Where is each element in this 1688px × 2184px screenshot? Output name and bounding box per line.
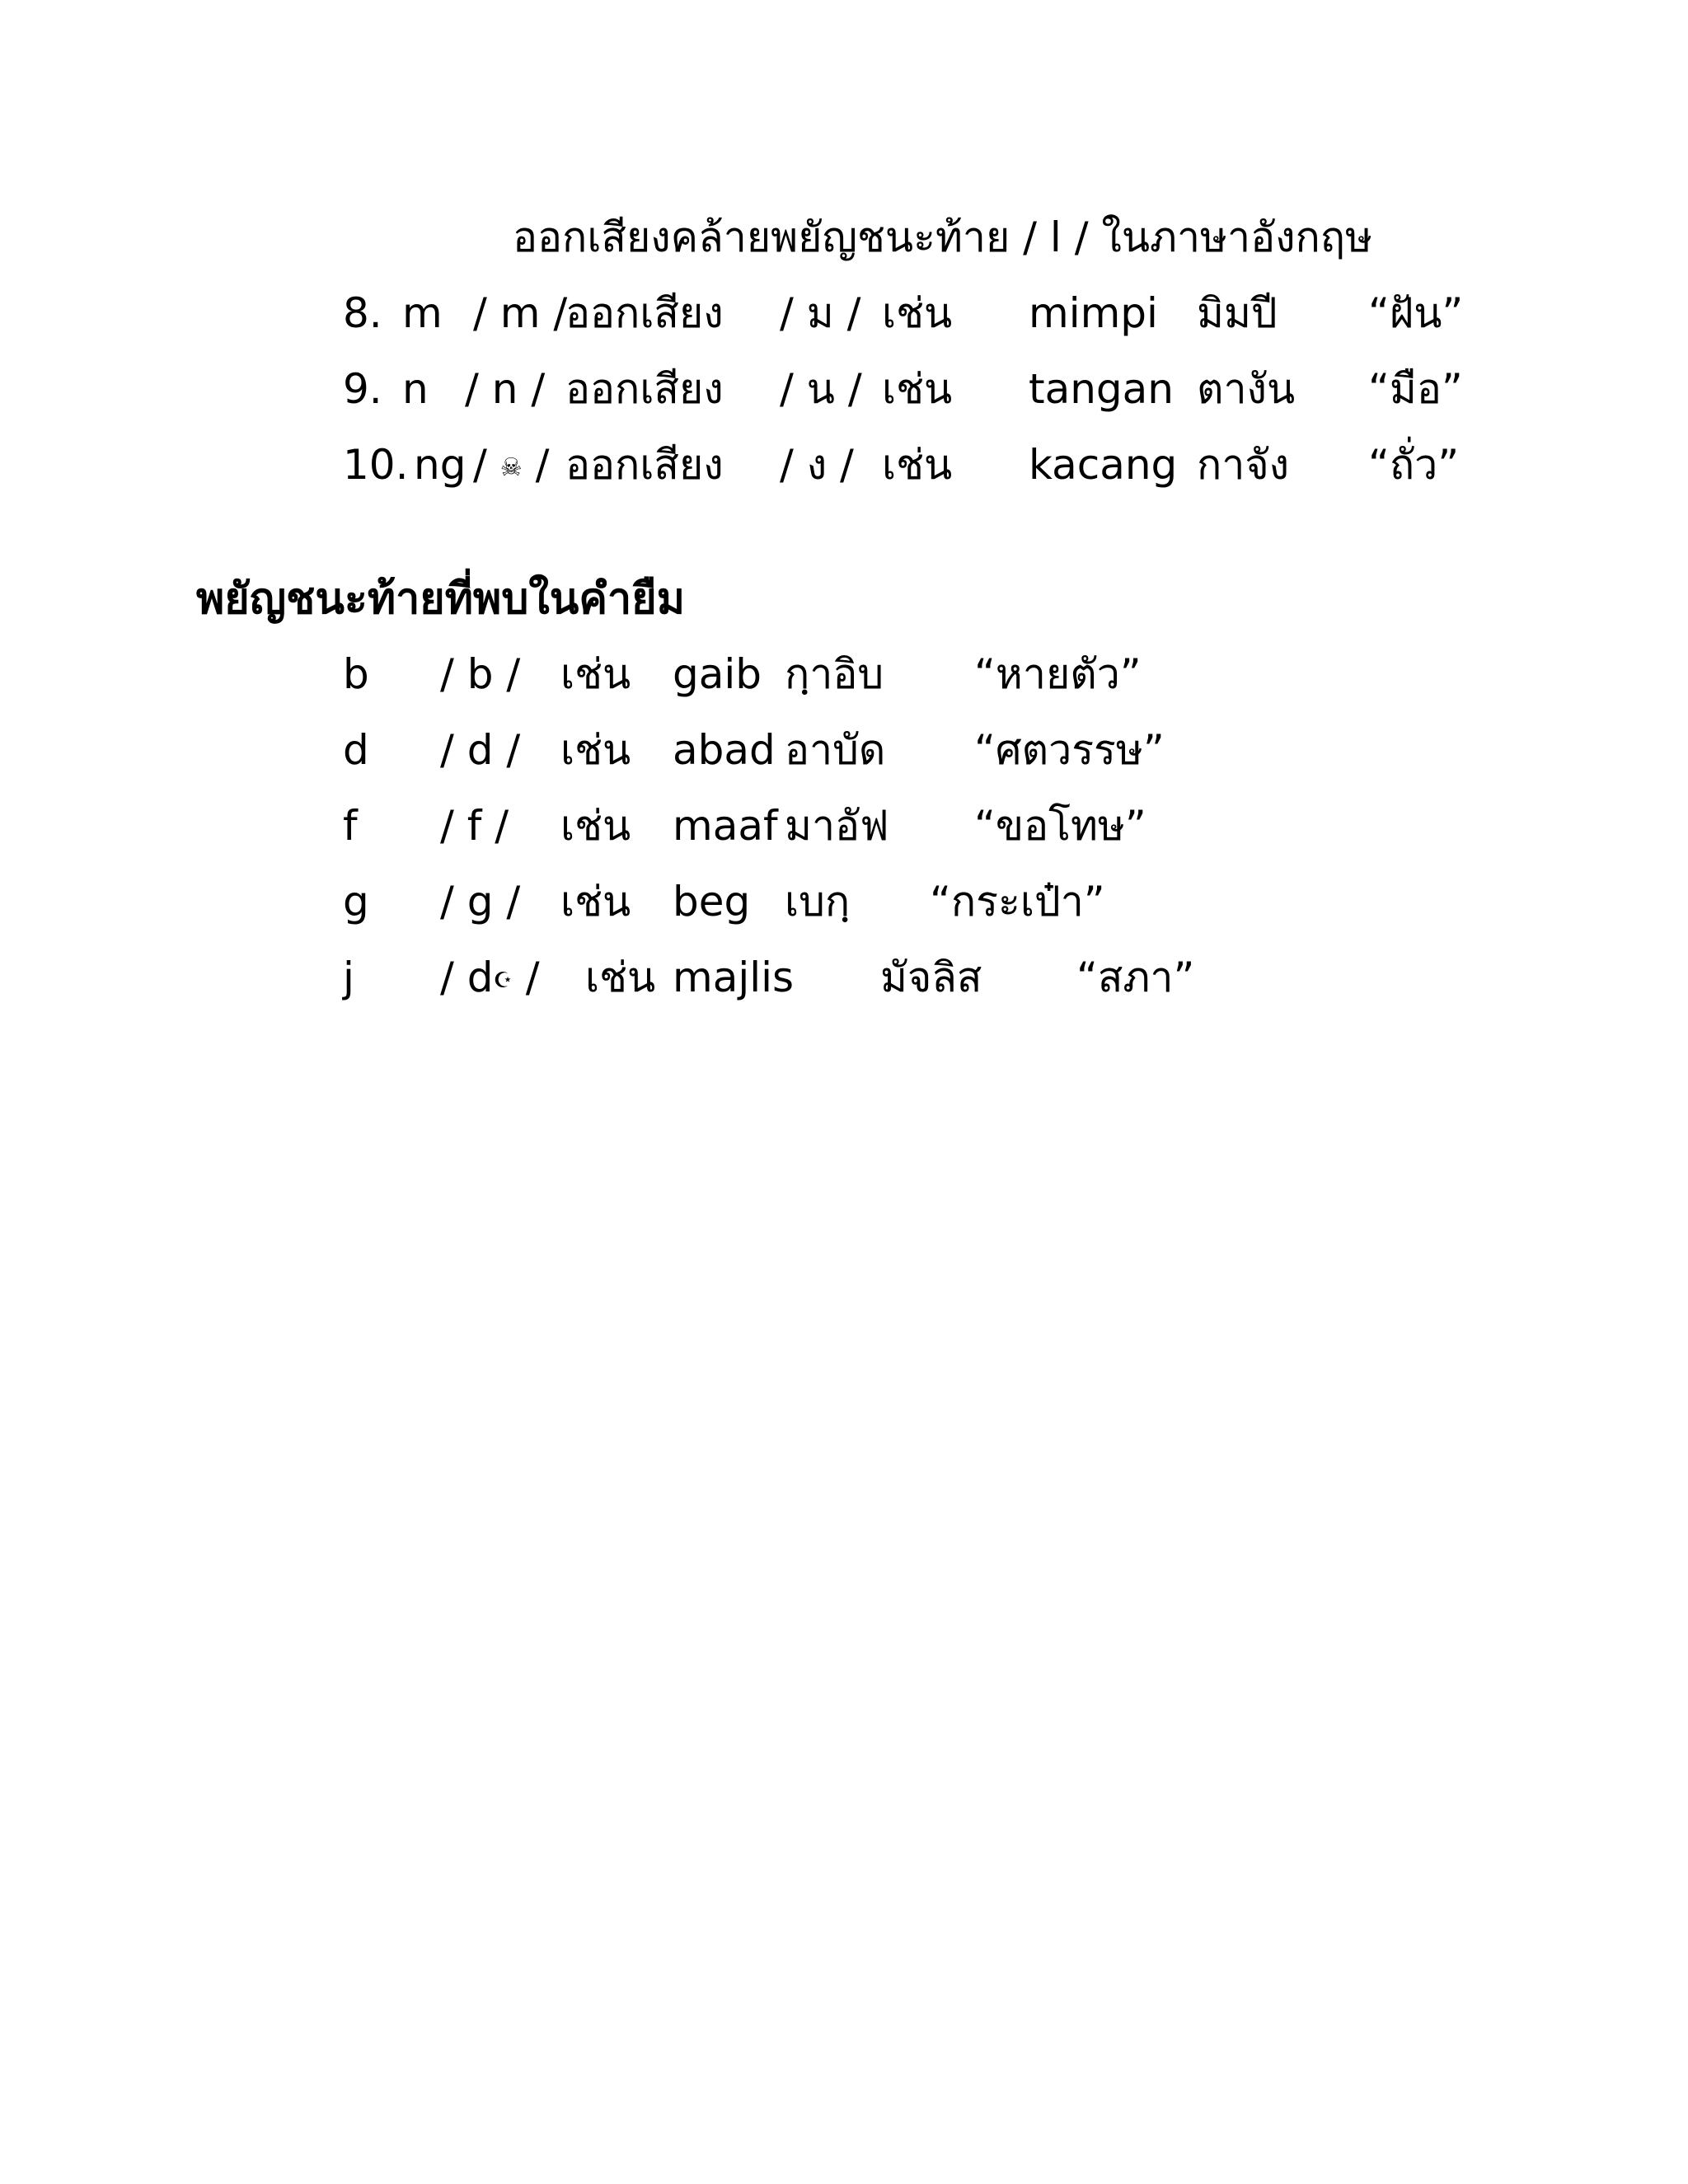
row-letter: b: [343, 650, 369, 698]
row-ipa: / f /: [440, 802, 509, 850]
row-meaning: “ศตวรรษ”: [974, 726, 1165, 774]
row-malay-word: mimpi: [1029, 289, 1158, 337]
row-thai-translit: ตางัน: [1197, 365, 1296, 413]
row-ipa: / m /: [473, 289, 568, 337]
row-letter: g: [343, 878, 369, 926]
dz-symbol-icon: ☪: [493, 968, 513, 993]
row-thai-sound: / น /: [780, 365, 862, 413]
row-ipa-group: [440, 953, 540, 1005]
row-letter: j: [343, 954, 354, 1001]
row-thai-translit: มิมปี: [1197, 289, 1278, 337]
row-meaning: “หายตัว”: [974, 650, 1142, 698]
row-ipa: / g /: [440, 878, 521, 926]
row-thai-translit: อาบัด: [785, 726, 886, 774]
loan-row-j: [343, 953, 1250, 1002]
row-example-word: เช่น: [560, 878, 631, 926]
row-meaning: “ฝัน”: [1368, 289, 1464, 337]
loan-row-g: [343, 877, 1250, 926]
row-malay-word: maaf: [673, 802, 778, 850]
loan-row-d: [343, 725, 1250, 775]
row-ipa: / n /: [465, 365, 546, 413]
nasal-row-9: [343, 364, 1497, 414]
row-desc: ออกเสียง: [565, 441, 724, 489]
row-number: 8.: [343, 289, 382, 337]
row-number: 9.: [343, 365, 382, 413]
row-letter: f: [343, 802, 358, 850]
row-example-word: เช่น: [560, 802, 631, 850]
row-ipa: / b /: [440, 650, 521, 698]
row-malay-word: tangan: [1029, 365, 1175, 413]
row-meaning: “ขอโทษ”: [974, 802, 1146, 850]
row-meaning: “สภา”: [1076, 954, 1195, 1001]
row-ipa: / d /: [440, 726, 521, 774]
loan-row-f: [343, 801, 1250, 851]
row-example-word: เช่น: [882, 441, 953, 489]
intro-text: ออกเสียงคล้ายพยัญชนะท้าย / l / ในภาษาอังกฤษ: [513, 213, 1373, 261]
row-thai-sound: / ง /: [780, 441, 854, 489]
row-example-word: เช่น: [560, 650, 631, 698]
row-desc: ออกเสียง: [565, 289, 724, 337]
row-number: 10.: [343, 441, 409, 489]
eng-symbol-icon: ☠: [499, 452, 523, 482]
ipa-close-slash: /: [535, 441, 550, 489]
row-meaning: “กระเป๋า”: [930, 878, 1105, 926]
row-example-word: เช่น: [882, 365, 953, 413]
ipa-open-slash: /: [473, 441, 487, 489]
row-thai-sound: / ม /: [780, 289, 861, 337]
nasal-row-10: [343, 440, 1497, 490]
row-letter: d: [343, 726, 369, 774]
section-heading: พยัญชนะท้ายที่พบในคำยืม: [196, 574, 685, 624]
row-example-word: เช่น: [560, 726, 631, 774]
loan-row-b: [343, 649, 1250, 699]
row-thai-translit: มาอัฟ: [785, 802, 889, 850]
ipa-close-slash: /: [525, 954, 540, 1001]
row-malay-word: beg: [673, 878, 751, 926]
row-example-word: เช่น: [882, 289, 953, 337]
row-thai-translit: กาจัง: [1197, 441, 1290, 489]
row-malay-word: kacang: [1029, 441, 1178, 489]
row-letter: m: [402, 289, 443, 337]
row-desc: ออกเสียง: [565, 365, 724, 413]
ipa-open-text: / d: [440, 954, 494, 1001]
nasal-row-8: [343, 288, 1497, 338]
row-thai-translit: มัจลิส: [880, 954, 982, 1001]
row-thai-translit: กฺาอิบ: [785, 650, 884, 698]
row-meaning: “ถั่ว”: [1368, 441, 1460, 489]
row-meaning: “มือ”: [1368, 365, 1463, 413]
row-thai-translit: เบกฺ: [785, 878, 851, 926]
row-letter: n: [402, 365, 429, 413]
intro-line: [513, 213, 1372, 262]
row-malay-word: abad: [673, 726, 776, 774]
row-malay-word: majlis: [673, 954, 795, 1001]
row-letter: ng: [414, 441, 467, 489]
row-ipa-group: [473, 440, 549, 493]
row-malay-word: gaib: [673, 650, 762, 698]
row-example-word: เช่น: [585, 954, 656, 1001]
